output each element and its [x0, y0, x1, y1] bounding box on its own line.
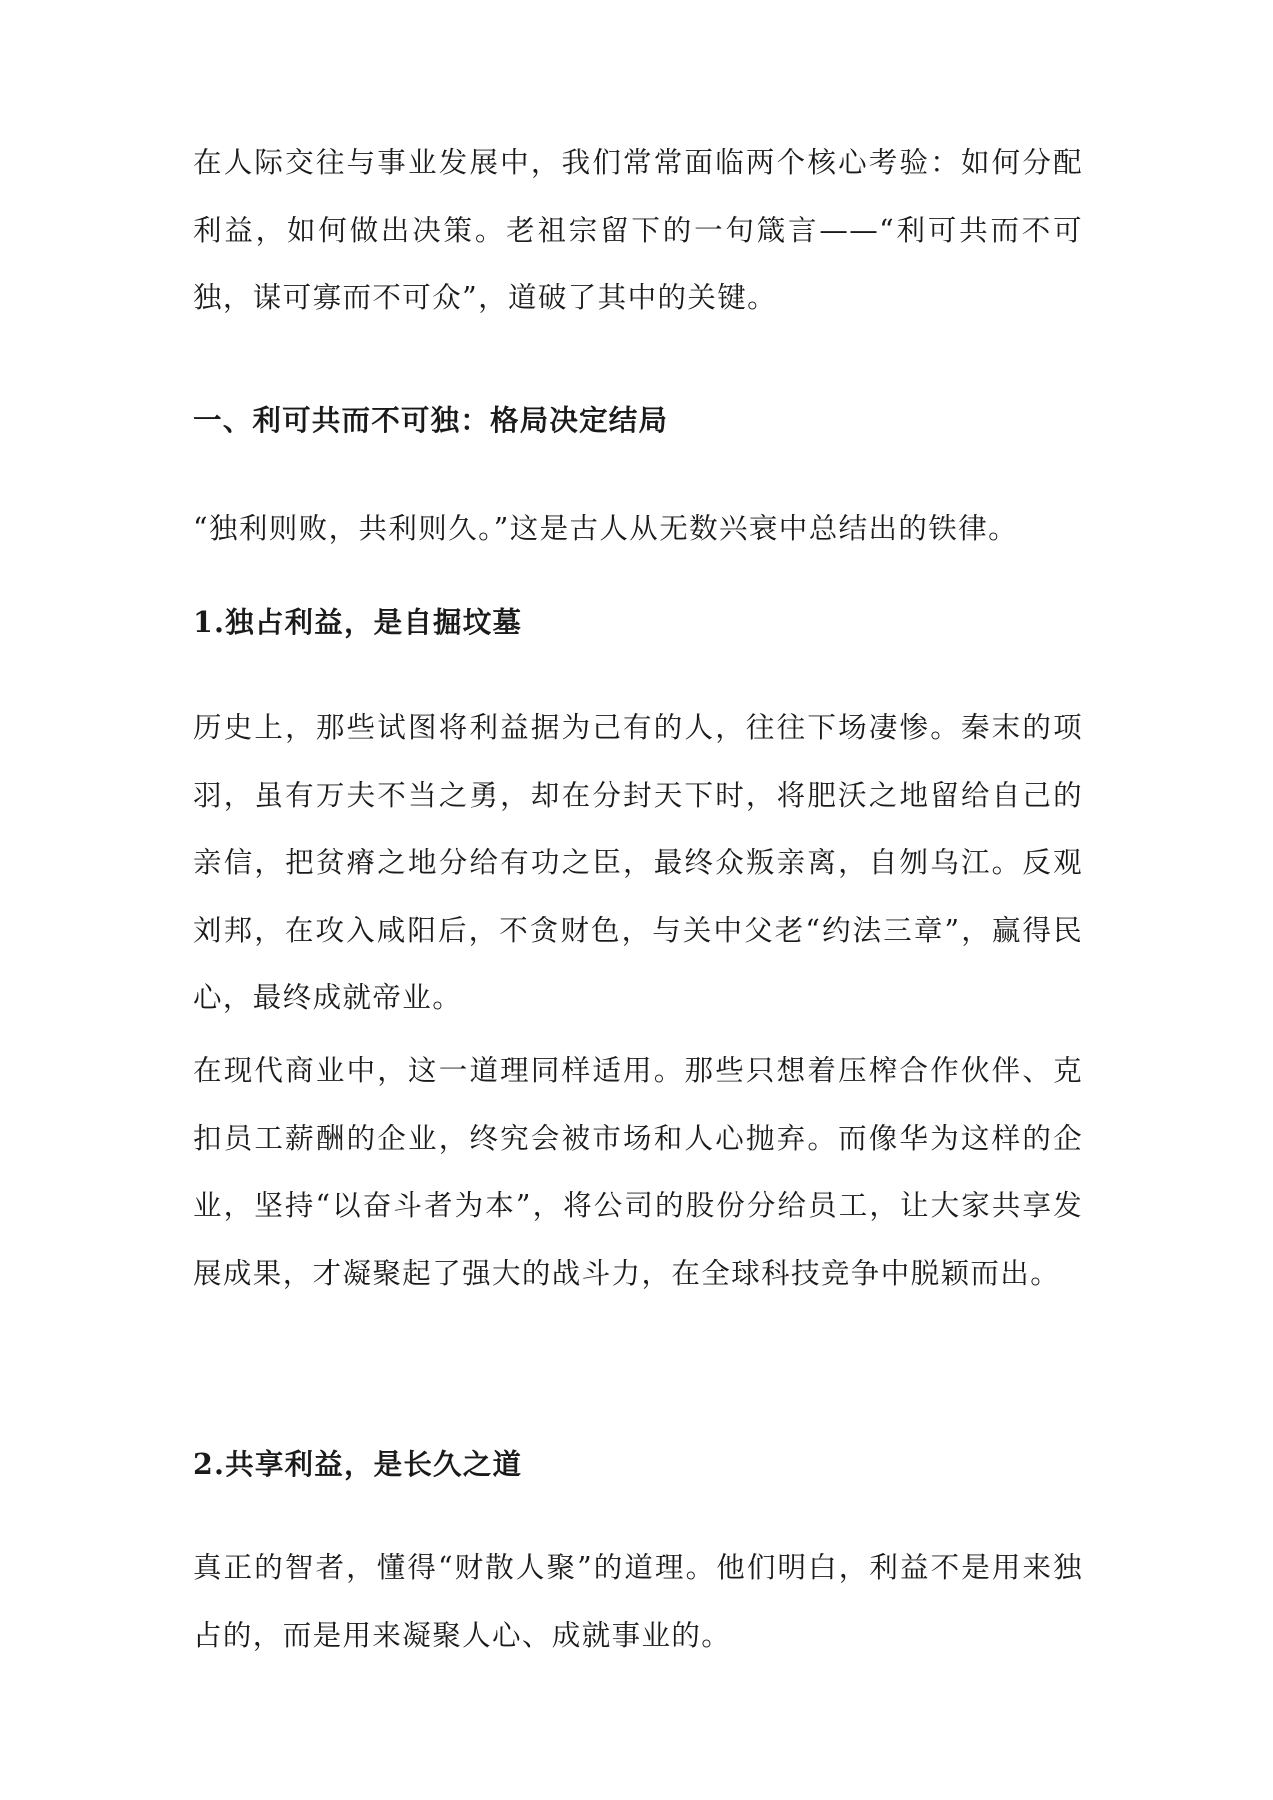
section-1-heading: 一、利可共而不可独：格局决定结局: [193, 403, 669, 437]
intro-paragraph: 在人际交往与事业发展中，我们常常面临两个核心考验：如何分配利益，如何做出决策。老祖宗留下的一句箴言——“利可共而不可独，谋可寡而不可众”，道破了其中的关键。: [193, 146, 1083, 314]
subsection-1-paragraph-2: 在现代商业中，这一道理同样适用。那些只想着压榨合作伙伴、克扣员工薪酬的企业，终究会被市场和人心抛弃。而像华为这样的企业，坚持“以奋斗者为本”，将公司的股份分给员工，让大家共享发展成果，才凝聚起了强大的战斗力，在全球科技竞争中脱颖而出。: [193, 1054, 1083, 1290]
section-1-quote: “独利则败，共利则久。”这是古人从无数兴衰中总结出的铁律。: [193, 512, 1018, 545]
subsection-2-heading: 2.共享利益，是长久之道: [193, 1447, 523, 1481]
subsection-2-paragraph-1: 真正的智者，懂得“财散人聚”的道理。他们明白，利益不是用来独占的，而是用来凝聚人心、成就事业的。: [193, 1551, 1083, 1652]
subsection-1-paragraph-1: 历史上，那些试图将利益据为己有的人，往往下场凄惨。秦末的项羽，虽有万夫不当之勇，却在分封天下时，将肥沃之地留给自己的亲信，把贫瘠之地分给有功之臣，最终众叛亲离，自刎乌江。反观刘邦，在攻入咸阳后，不贪财色，与关中父老“约法三章”，赢得民心，最终成就帝业。: [193, 711, 1083, 1014]
subsection-1-heading: 1.独占利益，是自掘坟墓: [193, 605, 523, 639]
